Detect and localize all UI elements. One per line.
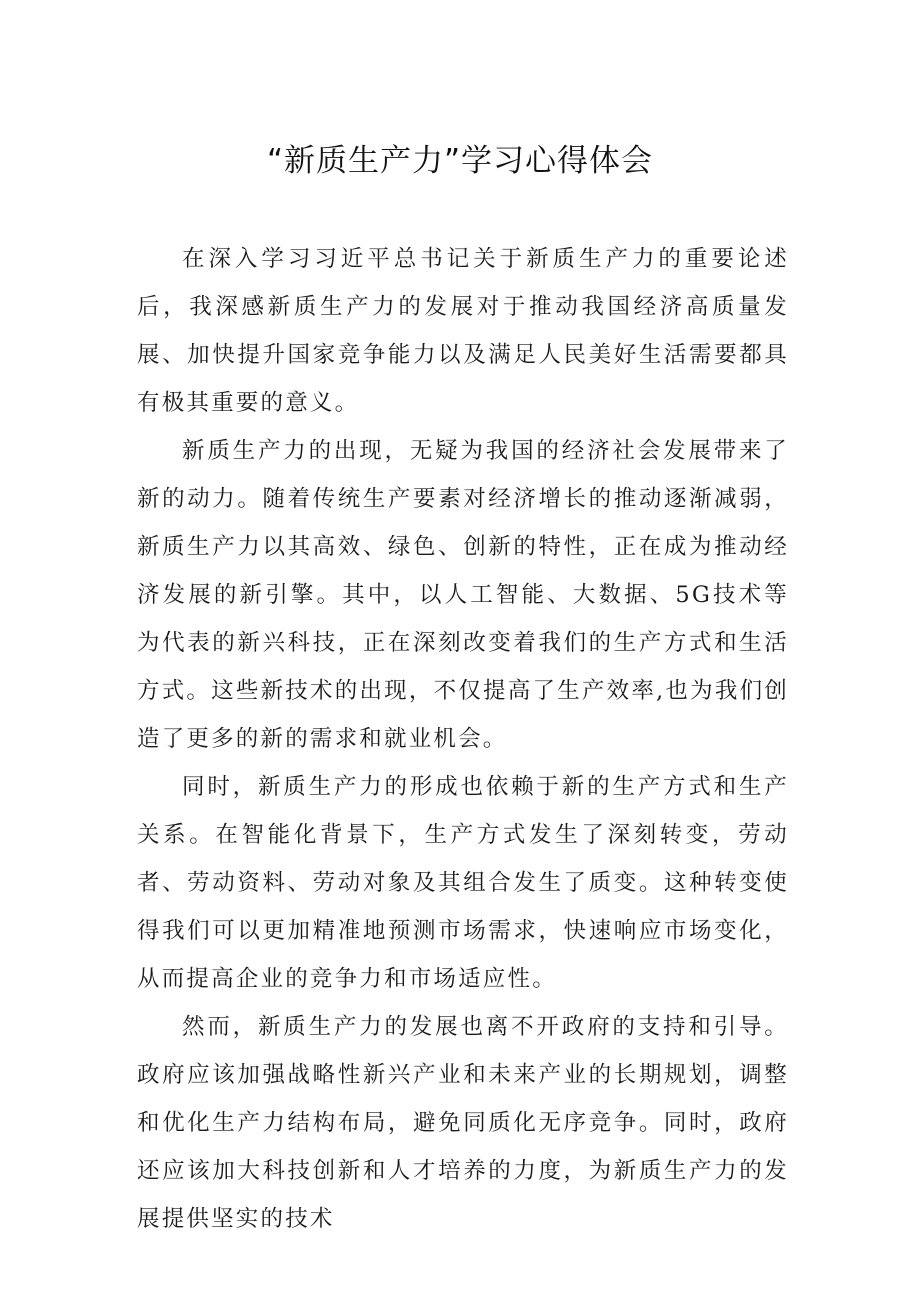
paragraph: 在深入学习习近平总书记关于新质生产力的重要论述后，我深感新质生产力的发展对于推动我国经济高质量发展、加快提升国家竞争能力以及满足人民美好生活需要都具有极其重要的意义。 bbox=[137, 246, 789, 416]
document-title: “新质生产力”学习心得体会 bbox=[266, 143, 654, 179]
paragraph: 然而，新质生产力的发展也离不开政府的支持和引导。政府应该加强战略性新兴产业和未来产业的长期规划，调整和优化生产力结构布局，避免同质化无序竞争。同时，政府还应该加大科技创新和人才培养的力度，为新质生产力的发展提供坚实的技术 bbox=[137, 1014, 789, 1232]
paragraph: 同时，新质生产力的形成也依赖于新的生产方式和生产关系。在智能化背景下，生产方式发生了深刻转变，劳动者、劳动资料、劳动对象及其组合发生了质变。这种转变使得我们可以更加精准地预测市场需求，快速响应市场变化，从而提高企业的竞争力和市场适应性。 bbox=[137, 774, 789, 992]
document-body bbox=[137, 235, 789, 1243]
paragraph: 新质生产力的出现，无疑为我国的经济社会发展带来了新的动力。随着传统生产要素对经济增长的推动逐渐减弱，新质生产力以其高效、绿色、创新的特性，正在成为推动经济发展的新引擎。其中，以人工智能、大数据、5G技术等为代表的新兴科技，正在深刻改变着我们的生产方式和生活方式。这些新技术的出现，不仅提高了生产效率,也为我们创造了更多的新的需求和就业机会。 bbox=[137, 438, 789, 752]
